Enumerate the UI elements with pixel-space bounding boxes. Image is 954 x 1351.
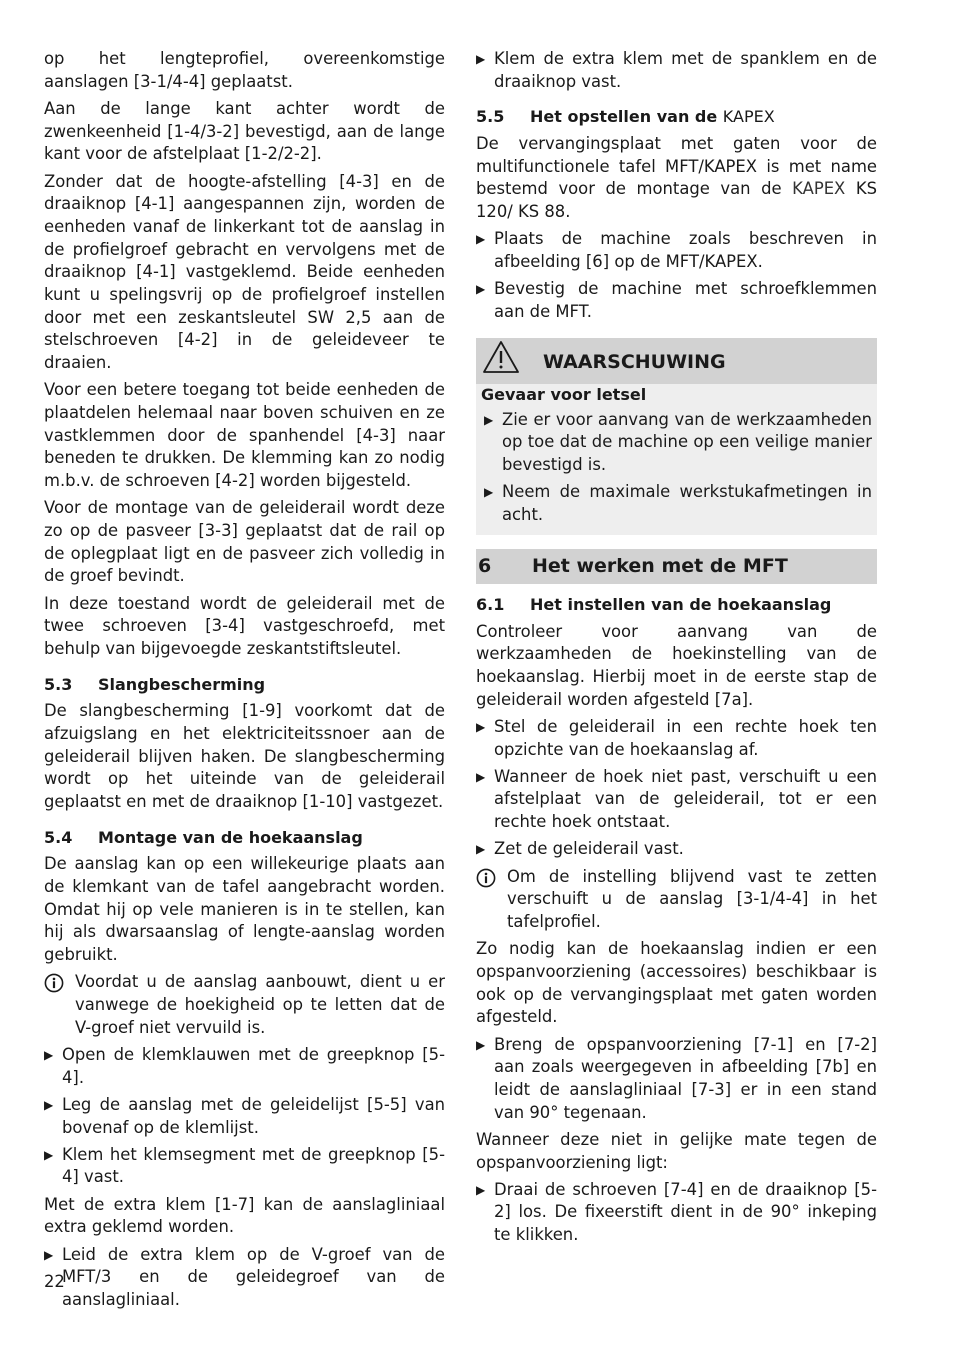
heading-title: Slangbescherming	[98, 674, 266, 694]
right-triangle-icon: ▶	[44, 1047, 54, 1062]
info-text: Voordat u de aanslag aanbouwt, dient u er vanwege de hoekigheid op te letten dat de V-groef niet vervuild is.	[75, 972, 445, 1037]
paragraph: De slangbescherming [1-9] voorkomt dat de afzuigslang en het elektriciteitssnoer aan de geleiderail blijven haken. De slangbescherming wordt op het uiteinde van de geleiderail geplaatst en met de draaiknop [1-10] vastgezet.	[44, 701, 445, 812]
paragraph: Met de extra klem [1-7] kan de aanslagliniaal extra geklemd worden.	[44, 1194, 445, 1237]
right-triangle-icon: ▶	[476, 232, 486, 247]
warning-triangle-icon	[482, 340, 520, 381]
right-triangle-icon: ▶	[476, 1182, 486, 1197]
info-note	[44, 971, 445, 1039]
bullet-item: ▶ Stel de geleiderail in een rechte hoek ten opzichte van de hoekaanslag af.	[476, 716, 877, 761]
paragraph: De aanslag kan op een willekeurige plaats aan de klemkant van de tafel aangebracht worden. Omdat hij op vele manieren is in te stellen, kan hij als dwarsaanslag of lengte-aanslag worden gebruikt.	[44, 854, 445, 965]
info-text: Om de instelling blijvend vast te zetten verschuift u de aanslag [3-1/4-4] in het tafelprofiel.	[507, 866, 877, 931]
section-heading-6	[476, 549, 877, 584]
info-note	[476, 866, 877, 934]
paragraph: De vervangingsplaat met gaten voor de multifunctionele tafel MFT/KAPEX is met name bestemd voor de montage van de KAPEX KS 120/ KS 88.	[476, 133, 877, 222]
section-heading-6-1	[476, 594, 877, 616]
bullet-item: ▶ Wanneer de hoek niet past, verschuift u een afstelplaat van de geleiderail, tot er een rechte hoek ontstaat.	[476, 766, 877, 834]
paragraph: Voor een betere toegang tot beide eenheden de plaatdelen helemaal naar boven schuiven en ze vastklemmen door de spanhendel [4-3] naar beneden te drukken. De klemming kan zo nodig m.b.v. de schroeven [4-2] worden bijgesteld.	[44, 380, 445, 491]
info-icon	[44, 971, 75, 1039]
heading-number: 5.3	[44, 674, 73, 694]
section-heading-5-3	[44, 674, 445, 696]
bullet-item: ▶ Breng de opspanvoorziening [7-1] en [7-2] aan zoals weergegeven in afbeelding [7b] en leidt de aanslagliniaal [7-3] er in een stand van 90° tegenaan.	[476, 1034, 877, 1125]
right-column	[476, 48, 877, 1251]
brand-name: KAPEX	[722, 107, 775, 127]
heading-title: Montage van de hoekaanslag	[98, 827, 363, 847]
bullet-item: ▶ Bevestig de machine met schroefklemmen aan de MFT.	[476, 278, 877, 323]
brand-name: KAPEX	[792, 179, 846, 199]
bullet-item: ▶ Plaats de machine zoals beschreven in afbeelding [6] op de MFT/KAPEX.	[476, 228, 877, 273]
heading-number: 5.5	[476, 107, 505, 127]
heading-title: Het werken met de MFT	[532, 555, 788, 578]
warning-box	[476, 338, 877, 536]
bullet-item: ▶ Klem het klemsegment met de greepknop [5-4] vast.	[44, 1144, 445, 1189]
right-triangle-icon: ▶	[476, 52, 486, 66]
paragraph: In deze toestand wordt de geleiderail met de twee schroeven [3-4] vastgeschroefd, met behulp van bijgevoegde zeskantstiftsleutel.	[44, 593, 445, 659]
section-heading-5-4	[44, 827, 445, 849]
paragraph: Voor de montage van de geleiderail wordt deze zo op de pasveer [3-3] geplaatst dat de rail op de oplegplaat ligt en de pasveer zich volledig in de groef bevindt.	[44, 498, 445, 586]
right-triangle-icon: ▶	[44, 1147, 54, 1162]
heading-title: Het instellen van de hoekaanslag	[530, 595, 832, 615]
left-column	[44, 48, 445, 1316]
bullet-item: ▶ Open de klemklauwen met de greepknop [5-4].	[44, 1044, 445, 1089]
right-triangle-icon: ▶	[476, 282, 486, 297]
right-triangle-icon: ▶	[44, 1247, 54, 1262]
right-triangle-icon: ▶	[484, 485, 494, 500]
warning-subtitle: Gevaar voor letsel	[481, 384, 647, 404]
section-heading-5-5	[476, 106, 877, 128]
right-triangle-icon: ▶	[484, 412, 494, 427]
paragraph: op het lengteprofiel, overeenkomstige aanslagen [3-1/4-4] geplaatst.	[44, 49, 445, 91]
bullet-item: ▶ Neem de maximale werkstukafmetingen in acht.	[476, 481, 877, 526]
bullet-item: ▶ Draai de schroeven [7-4] en de draaiknop [5-2] los. De fixeerstift dient in de 90° inkeping te klikken.	[476, 1179, 877, 1247]
heading-title: Het opstellen van de KAPEX	[530, 107, 775, 127]
warning-title: WAARSCHUWING	[543, 351, 726, 374]
bullet-item: ▶ Zet de geleiderail vast.	[476, 838, 877, 861]
right-triangle-icon: ▶	[476, 1037, 486, 1052]
info-icon	[476, 866, 507, 934]
heading-number: 6	[478, 555, 492, 578]
bullet-item: ▶ Zie er voor aanvang van de werkzaamheden op toe dat de machine op een veilige manier bevestigd is.	[476, 409, 877, 477]
paragraph: Aan de lange kant achter wordt de zwenkeenheid [1-4/3-2] bevestigd, aan de lange kant voor de afstelplaat [1-2/2-2].	[44, 98, 445, 164]
bullet-item: ▶ Leg de aanslag met de geleidelijst [5-5] van bovenaf op de klemlijst.	[44, 1094, 445, 1139]
right-triangle-icon: ▶	[476, 719, 486, 734]
paragraph: Controleer voor aanvang van de werkzaamheden de hoekinstelling van de hoekaanslag. Hierbij moet in de eerste stap de geleiderail worden afgesteld [7a].	[476, 621, 877, 709]
right-triangle-icon: ▶	[476, 842, 486, 857]
paragraph: Wanneer deze niet in gelijke mate tegen de opspanvoorziening ligt:	[476, 1129, 877, 1172]
bullet-item: ▶ Leid de extra klem op de V-groef van de MFT/3 en de geleidegroef van de aanslagliniaal.	[44, 1244, 445, 1312]
paragraph: Zo nodig kan de hoekaanslag indien er een opspanvoorziening (accessoires) beschikbaar is ook op de vervangingsplaat met gaten worden afgesteld.	[476, 939, 877, 1027]
bullet-item: ▶ Klem de extra klem met de spanklem en de draaiknop vast.	[476, 48, 877, 93]
right-triangle-icon: ▶	[476, 769, 486, 784]
warning-header	[476, 338, 877, 384]
heading-number: 5.4	[44, 827, 73, 847]
heading-number: 6.1	[476, 595, 505, 615]
paragraph: Zonder dat de hoogte-afstelling [4-3] en de draaiknop [4-1] aangespannen zijn, worden de eenheden vanaf de linkerkant tot de aanslag in de profielgroef gebracht en vervolgens met de draaiknop [4-1] vastgeklemd. Beide eenheden kunt u spelingsvrij op de profielgroef instellen door met een zeskantsleutel SW 2,5 aan de stelschroeven [4-2] in de geleideveer te draaien.	[44, 171, 445, 373]
page-number: 22	[44, 1272, 65, 1291]
right-triangle-icon: ▶	[44, 1097, 54, 1112]
